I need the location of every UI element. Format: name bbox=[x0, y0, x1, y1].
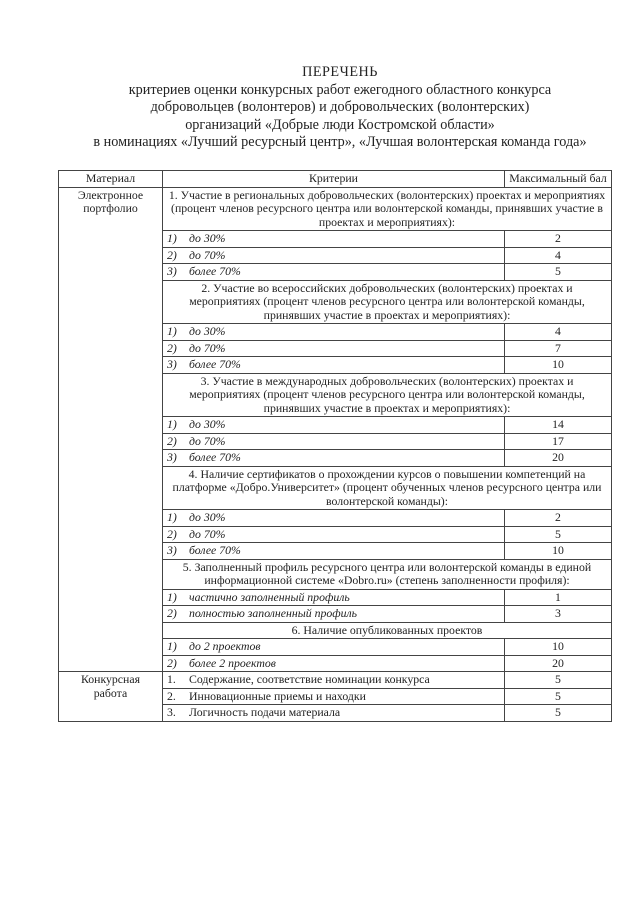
criteria-group-title: 3. Участие в международных добровольческих (волонтерских) проектах и мероприятиях (процент членов ресурсного центра или волонтерской команды, принявших участие в проектах и мероприятиях): bbox=[163, 373, 612, 417]
header-criteria: Критерии bbox=[163, 171, 505, 188]
option-number: 1) bbox=[167, 639, 177, 653]
option-score: 14 bbox=[505, 417, 612, 434]
criteria-group-title: 5. Заполненный профиль ресурсного центра или волонтерской команды в единой информационной системе «Dobro.ru» (степень заполненности профиля): bbox=[163, 559, 612, 589]
option-text: более 2 проектов bbox=[189, 655, 276, 670]
criteria-option-label bbox=[163, 450, 505, 467]
criteria-option-label bbox=[163, 543, 505, 560]
option-number: 2) bbox=[167, 340, 177, 355]
option-score: 10 bbox=[505, 639, 612, 656]
option-number: 1) bbox=[167, 231, 177, 245]
criteria-option-label bbox=[163, 606, 505, 623]
criteria-option-label bbox=[163, 639, 505, 656]
criteria-option-label bbox=[163, 340, 505, 357]
criteria-group-title: 2. Участие во всероссийских добровольческих (волонтерских) проектах и мероприятиях (процент членов ресурсного центра или волонтерской команды, принявших участие в проектах и мероприятиях): bbox=[163, 280, 612, 324]
criteria-option-label bbox=[163, 589, 505, 606]
option-score: 1 bbox=[505, 589, 612, 606]
contest-criteria-row bbox=[59, 672, 612, 689]
contest-criteria-score: 5 bbox=[505, 688, 612, 705]
option-text: частично заполненный профиль bbox=[189, 589, 350, 604]
option-text: до 70% bbox=[189, 526, 226, 541]
option-number: 3) bbox=[167, 450, 177, 464]
option-text: до 2 проектов bbox=[189, 639, 261, 653]
option-score: 2 bbox=[505, 231, 612, 248]
criteria-table bbox=[58, 170, 612, 722]
header-max-score: Максимальный бал bbox=[505, 171, 612, 188]
option-number: 3) bbox=[167, 264, 177, 278]
contest-criteria-text: Содержание, соответствие номинации конкурса bbox=[189, 672, 430, 686]
contest-criteria-label bbox=[163, 688, 505, 705]
option-number: 1) bbox=[167, 510, 177, 524]
contest-criteria-number: 3. bbox=[167, 705, 176, 719]
header-material: Материал bbox=[59, 171, 163, 188]
option-number: 3) bbox=[167, 543, 177, 557]
option-number: 1) bbox=[167, 417, 177, 431]
criteria-option-label bbox=[163, 510, 505, 527]
material-contest-work: Конкурсная работа bbox=[59, 672, 163, 722]
criteria-option-label bbox=[163, 247, 505, 264]
contest-criteria-score: 5 bbox=[505, 705, 612, 722]
page-blank-area bbox=[0, 745, 640, 905]
contest-criteria-text: Инновационные приемы и находки bbox=[189, 688, 366, 703]
contest-criteria-number: 1. bbox=[167, 672, 176, 686]
document-title bbox=[40, 64, 640, 152]
option-score: 10 bbox=[505, 543, 612, 560]
criteria-option-label bbox=[163, 231, 505, 248]
option-number: 1) bbox=[167, 589, 177, 604]
option-text: полностью заполненный профиль bbox=[189, 606, 358, 620]
criteria-group-title: 4. Наличие сертификатов о прохождении курсов о повышении компетенций на платформе «Добро.Университет» (процент обученных членов ресурсного центра или волонтерской команды): bbox=[163, 466, 612, 510]
option-number: 2) bbox=[167, 526, 177, 541]
option-score: 2 bbox=[505, 510, 612, 527]
option-text: более 70% bbox=[189, 450, 241, 464]
option-number: 2) bbox=[167, 247, 177, 262]
option-number: 2) bbox=[167, 655, 177, 670]
option-text: до 70% bbox=[189, 247, 226, 262]
criteria-option-label bbox=[163, 655, 505, 672]
criteria-option-label bbox=[163, 264, 505, 281]
title-line-2: критериев оценки конкурсных работ ежегодного областного конкурса bbox=[128, 81, 552, 98]
option-text: более 70% bbox=[189, 543, 241, 557]
criteria-group-title: 1. Участие в региональных добровольческих (волонтерских) проектах и мероприятиях (процент членов ресурсного центра или волонтерской команды, принявших участие в проектах и мероприятиях): bbox=[163, 187, 612, 231]
option-text: до 30% bbox=[189, 324, 226, 338]
option-number: 2) bbox=[167, 606, 177, 620]
option-number: 2) bbox=[167, 433, 177, 448]
title-line-5: в номинациях «Лучший ресурсный центр», «Лучшая волонтерская команда года» bbox=[93, 134, 587, 150]
criteria-group-row bbox=[59, 187, 612, 231]
option-score: 5 bbox=[505, 526, 612, 543]
option-score: 20 bbox=[505, 655, 612, 672]
option-score: 10 bbox=[505, 357, 612, 374]
criteria-option-label bbox=[163, 417, 505, 434]
option-text: до 30% bbox=[189, 510, 226, 524]
option-text: до 30% bbox=[189, 417, 226, 431]
option-score: 7 bbox=[505, 340, 612, 357]
title-line-4: организаций «Добрые люди Костромской области» bbox=[185, 116, 495, 133]
option-score: 4 bbox=[505, 324, 612, 341]
contest-criteria-label bbox=[163, 672, 505, 689]
option-text: до 30% bbox=[189, 231, 226, 245]
criteria-option-label bbox=[163, 324, 505, 341]
title-line-3: добровольцев (волонтеров) и добровольческих (волонтерских) bbox=[150, 99, 530, 115]
option-text: более 70% bbox=[189, 264, 241, 278]
criteria-option-label bbox=[163, 357, 505, 374]
option-number: 1) bbox=[167, 324, 177, 338]
contest-criteria-text: Логичность подачи материала bbox=[189, 705, 341, 719]
material-electronic-portfolio: Электронное портфолио bbox=[59, 187, 163, 672]
option-score: 17 bbox=[505, 433, 612, 450]
option-score: 20 bbox=[505, 450, 612, 467]
option-text: до 70% bbox=[189, 340, 226, 355]
table-header-row bbox=[59, 171, 612, 188]
contest-criteria-label bbox=[163, 705, 505, 722]
title-heading: ПЕРЕЧЕНЬ bbox=[302, 64, 378, 80]
option-score: 3 bbox=[505, 606, 612, 623]
contest-criteria-score: 5 bbox=[505, 672, 612, 689]
option-score: 4 bbox=[505, 247, 612, 264]
option-text: более 70% bbox=[189, 357, 241, 371]
criteria-group-title: 6. Наличие опубликованных проектов bbox=[163, 622, 612, 639]
criteria-option-label bbox=[163, 433, 505, 450]
contest-criteria-number: 2. bbox=[167, 688, 176, 703]
criteria-option-label bbox=[163, 526, 505, 543]
option-text: до 70% bbox=[189, 433, 226, 448]
option-score: 5 bbox=[505, 264, 612, 281]
option-number: 3) bbox=[167, 357, 177, 371]
